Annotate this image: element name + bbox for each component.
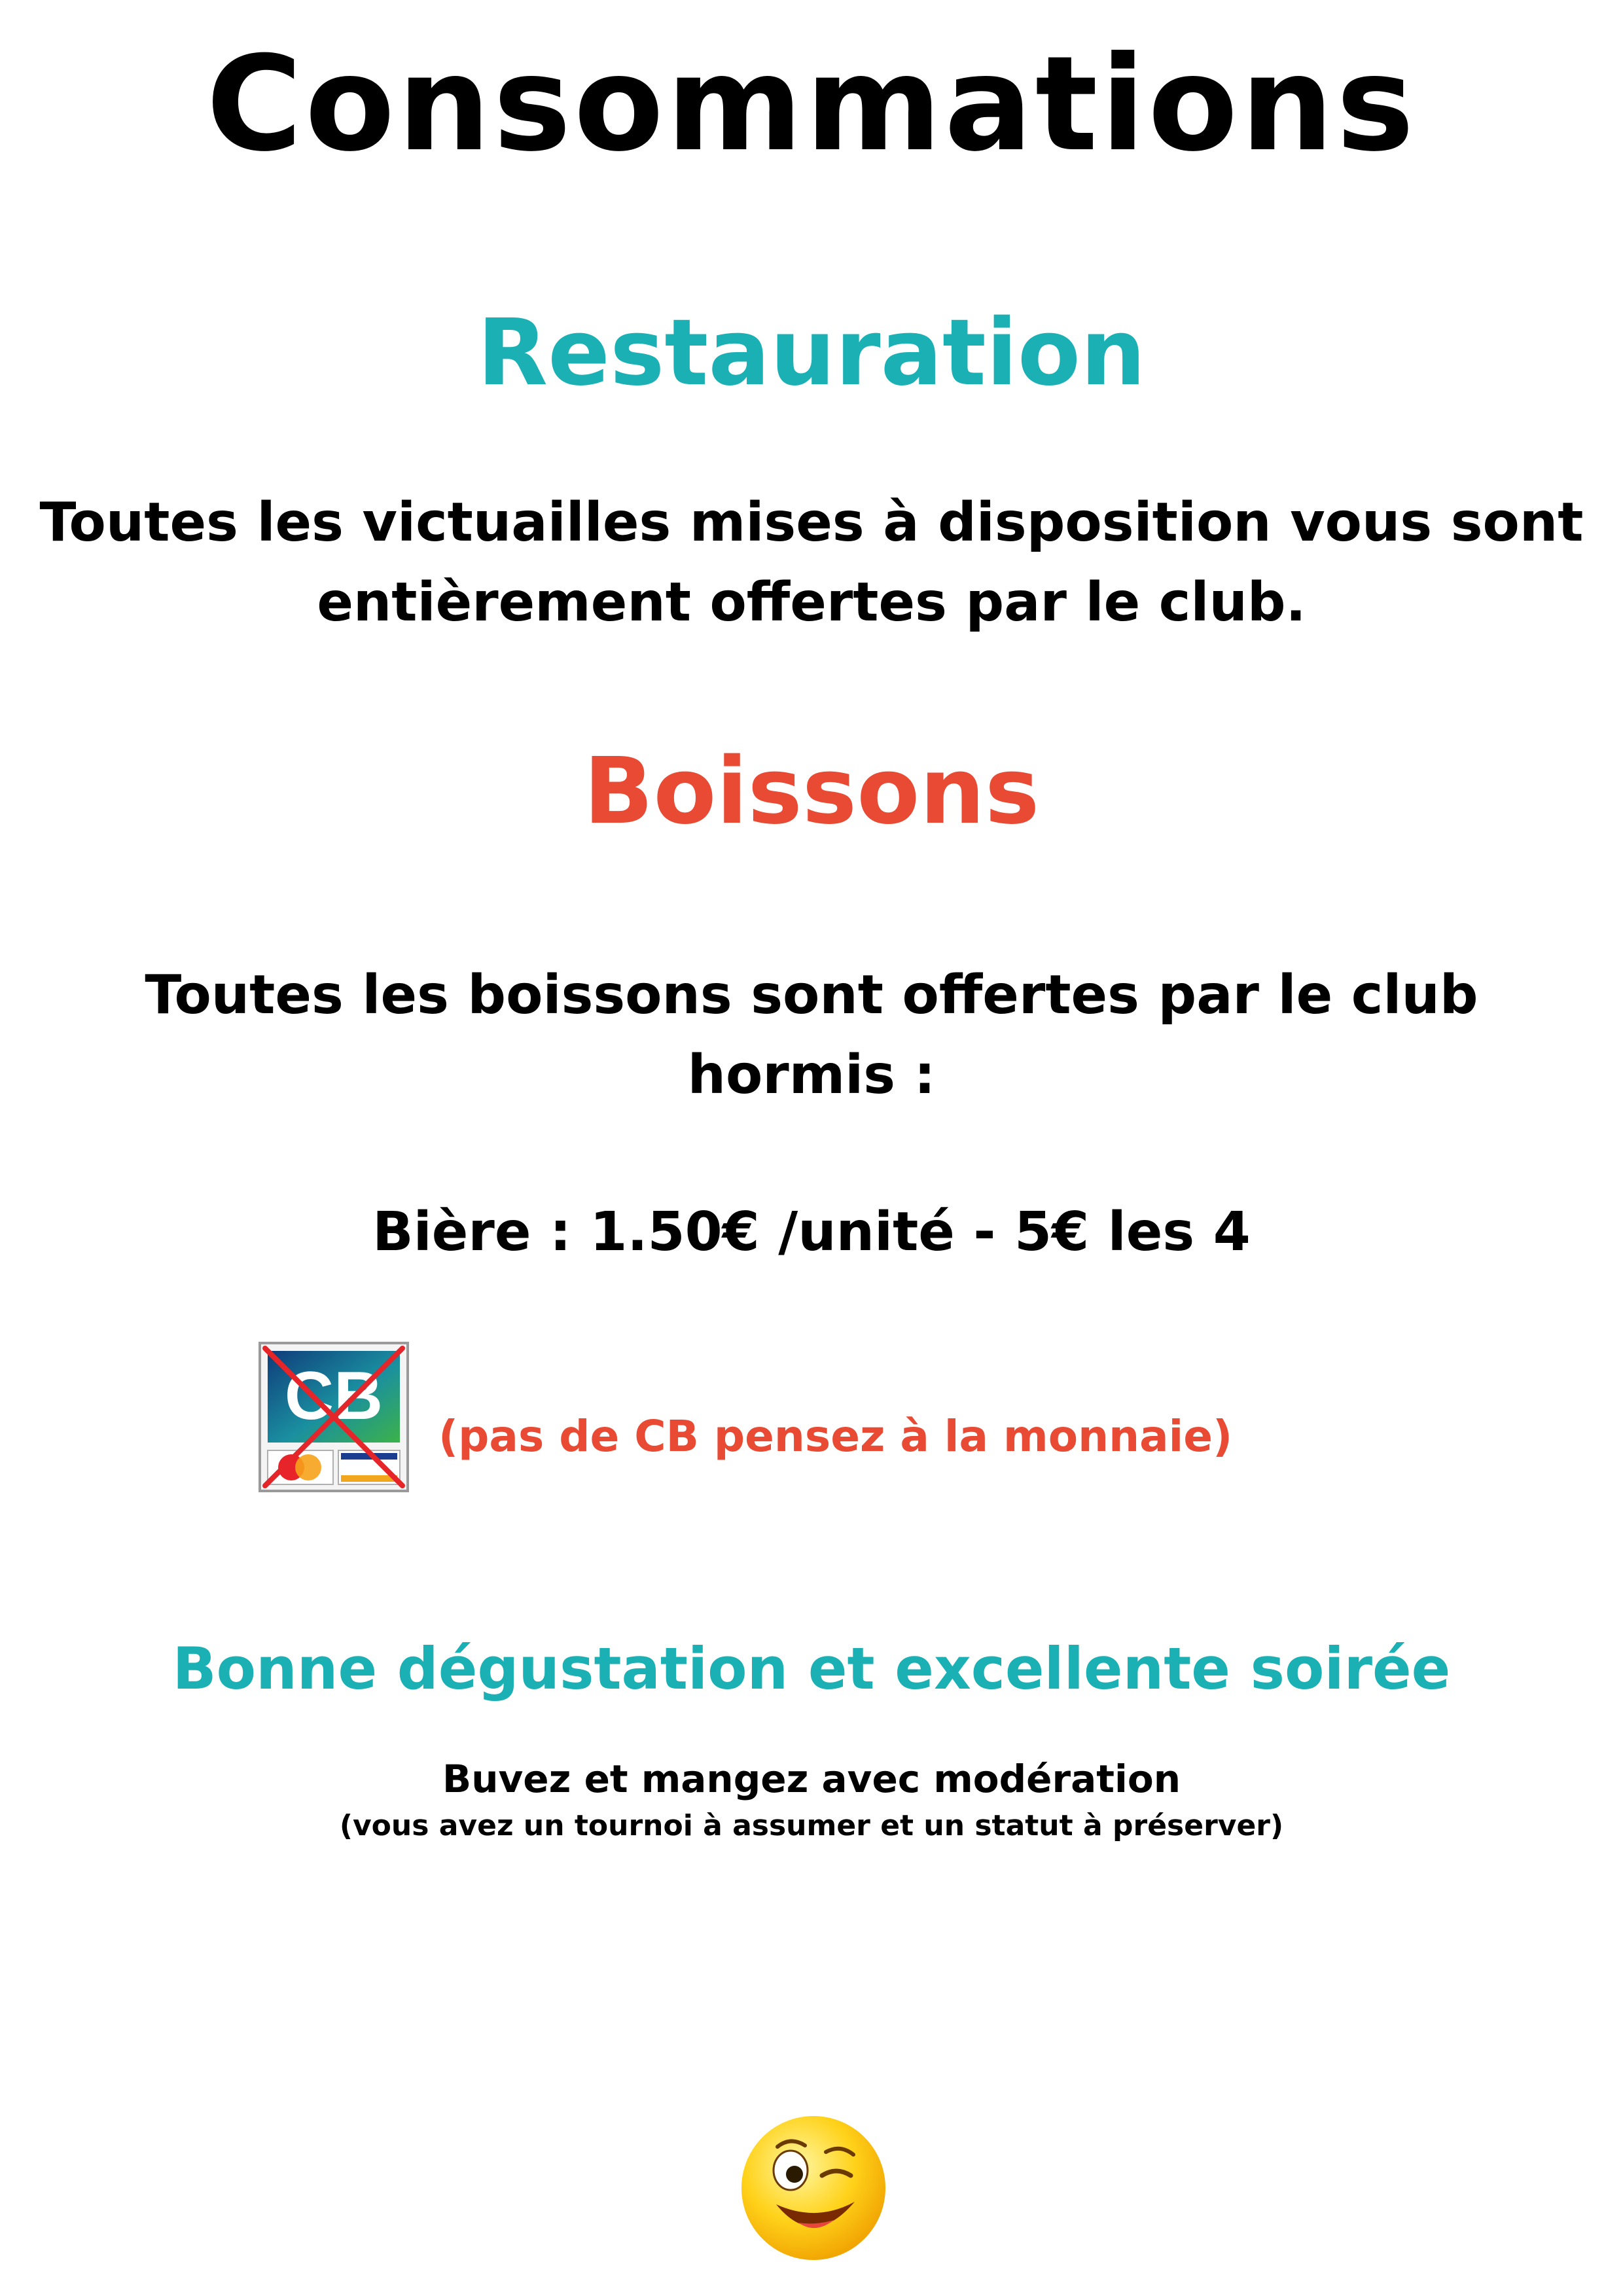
boissons-line: hormis : (687, 1044, 936, 1106)
no-card-payment-icon (259, 1342, 409, 1492)
restauration-heading: Restauration (477, 300, 1146, 406)
boissons-line: Toutes les boissons sont offertes par le club (145, 964, 1478, 1026)
beer-price: Bière : 1.50€ /unité - 5€ les 4 (372, 1201, 1251, 1263)
boissons-heading: Boissons (583, 738, 1040, 845)
moderation-note: (vous avez un tournoi à assumer et un statut à préserver) (339, 1809, 1284, 1842)
card-logo-text: CB (284, 1358, 383, 1434)
restauration-line: entièrement offertes par le club. (317, 571, 1306, 634)
payment-note: (pas de CB pensez à la monnaie) (438, 1411, 1233, 1462)
moderation-text: Buvez et mangez avec modération (442, 1757, 1181, 1801)
page-title: Consommations (206, 28, 1417, 181)
payment-notice (259, 1342, 1371, 1492)
winking-smiley-icon (738, 2113, 889, 2263)
restauration-line: Toutes les victuailles mises à disposition vous sont (39, 492, 1584, 554)
restauration-text (0, 483, 1623, 643)
boissons-text (0, 956, 1623, 1115)
closing-wish: Bonne dégustation et excellente soirée (172, 1635, 1451, 1702)
